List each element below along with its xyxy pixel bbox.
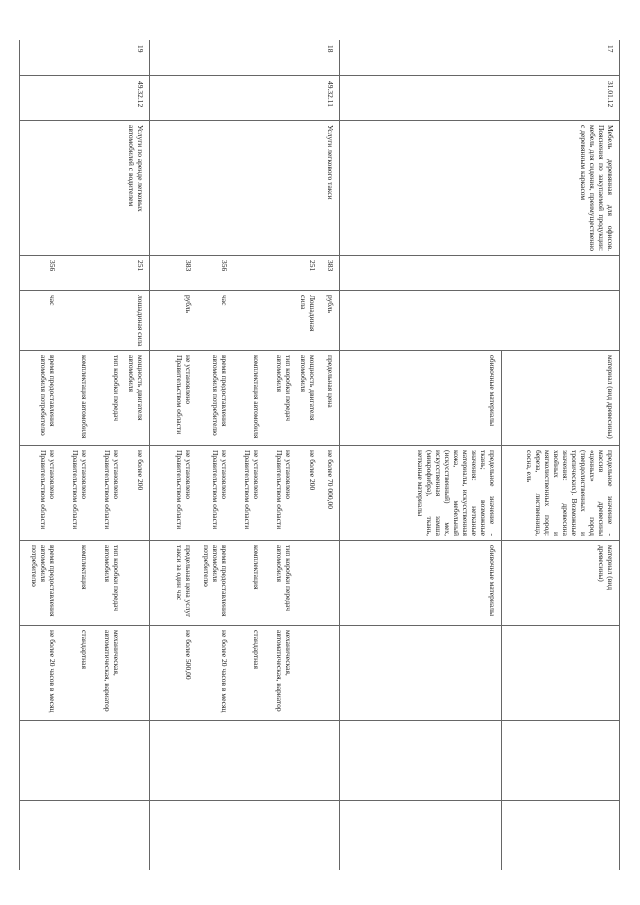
characteristic-2: комплектация xyxy=(252,545,261,590)
okei-code: 383 xyxy=(326,260,335,272)
characteristic-2: время предоставления автомобиля потребителю xyxy=(202,545,229,617)
characteristic: время предоставления автомобиля потребителю xyxy=(39,355,57,436)
required-value: не более 20 часов в месяц xyxy=(48,630,57,713)
required-value: стандартная xyxy=(80,630,89,669)
limit-value: не установлено Правительством области xyxy=(243,450,261,530)
col-divider xyxy=(20,75,620,76)
characteristic: мощность двигателя автомобиля xyxy=(127,355,145,421)
okei-code: 356 xyxy=(220,260,229,272)
characteristic: предельная цена xyxy=(326,355,335,408)
row-number: 17 xyxy=(606,45,615,53)
limit-value: не более 200 xyxy=(308,450,317,491)
okpd-code: 49.32.12 xyxy=(136,81,145,108)
characteristic: комплектация автомобиля xyxy=(252,355,261,439)
limit-value: не установлено Правительством области xyxy=(275,450,293,530)
limit-value: не установлено Правительством области xyxy=(211,450,229,530)
characteristic: мощность двигателя автомобиля xyxy=(299,355,317,421)
unit-name: лошадиная сила xyxy=(136,295,145,347)
limit-value: не более 70 000,00 xyxy=(326,450,335,509)
okpd-code: 49.32.11 xyxy=(326,81,335,107)
characteristic-2: обивочные материалы xyxy=(488,545,497,617)
okei-code: 251 xyxy=(308,260,317,272)
col-divider xyxy=(20,120,620,121)
col-divider xyxy=(20,540,620,541)
col-divider xyxy=(20,625,620,626)
row-divider xyxy=(149,40,150,870)
characteristic-2: комплектация xyxy=(80,545,89,590)
characteristic-2: время предоставления автомобиля потребителю xyxy=(30,545,57,617)
unit-name: рубль xyxy=(184,295,193,314)
product-name: Услуги легкового такси xyxy=(326,125,335,200)
okei-code: 383 xyxy=(184,260,193,272)
col-divider xyxy=(20,720,620,721)
unit-name: рубль xyxy=(326,295,335,314)
row-number: 18 xyxy=(326,45,335,53)
characteristic-2: тип коробки передач автомобиля xyxy=(103,545,121,611)
col-divider xyxy=(20,800,620,801)
unit-name: Лошадиная сила xyxy=(299,295,317,332)
limit-value: не установлено Правительством области xyxy=(175,450,193,530)
characteristic: обивочные материалы xyxy=(488,355,497,427)
limit-value: не установлено Правительством области xyxy=(71,450,89,530)
characteristic: не установлено Правительством области xyxy=(175,355,193,435)
product-name: Услуги по аренде легковых автомобилей с водителем xyxy=(127,125,145,212)
required-value: не более 500,00 xyxy=(184,630,193,680)
characteristic: тип коробки передач автомобиля xyxy=(275,355,293,421)
unit-name: час xyxy=(48,295,57,306)
unit-name: час xyxy=(220,295,229,306)
col-divider xyxy=(20,255,620,256)
limit-value: не установлено Правительством области xyxy=(39,450,57,530)
limit-value: не установлено Правительством области xyxy=(103,450,121,530)
col-divider xyxy=(20,290,620,291)
characteristic: время предоставления автомобиля потребителю xyxy=(211,355,229,436)
col-divider xyxy=(20,445,620,446)
col-divider xyxy=(20,350,620,351)
required-value: механическая, автоматическая, вариатор xyxy=(275,630,293,712)
limit-value: не более 200 xyxy=(136,450,145,491)
okei-code: 356 xyxy=(48,260,57,272)
required-value: стандартная xyxy=(252,630,261,669)
row-divider xyxy=(339,40,340,870)
characteristic-2: материал (вид древесины) xyxy=(597,545,615,591)
product-name: Мебель деревянная для офисов. Пояснения по закупаемой продукции: мебель для сидения, преимущественно с деревянным каркасом xyxy=(579,125,615,251)
characteristic: материал (вид древесины) xyxy=(606,355,615,439)
characteristic-2: тип коробки передач автомобиля xyxy=(275,545,293,611)
row-number: 19 xyxy=(136,45,145,53)
characteristic: комплектация автомобиля xyxy=(80,355,89,439)
limit-value: предельное значение - ткань; возможные значения: нетканые материалы, искусственная кожа, мебельный (искусственный) мех, искусственная замша (микрофибра), ткань, нетканые материалы xyxy=(416,450,497,536)
required-value: механическая, автоматическая, вариатор xyxy=(103,630,121,712)
limit-value: предельное значение - массив древесины «ценных» пород (твердолиственных и тропических). Возможные значения: древесина хвойных и мягколиственных пород: береза, лиственница, сосна, ель xyxy=(525,450,615,536)
row-divider xyxy=(619,40,620,870)
row-divider xyxy=(19,40,20,870)
subrow-divider xyxy=(501,350,502,870)
okei-code: 251 xyxy=(136,260,145,272)
okpd-code: 31.01.12 xyxy=(606,81,615,108)
required-value: не более 20 часов в месяц xyxy=(220,630,229,713)
characteristic-2: предельная цена услуг такси за один час xyxy=(175,545,193,618)
characteristic: тип коробки передач xyxy=(112,355,121,421)
